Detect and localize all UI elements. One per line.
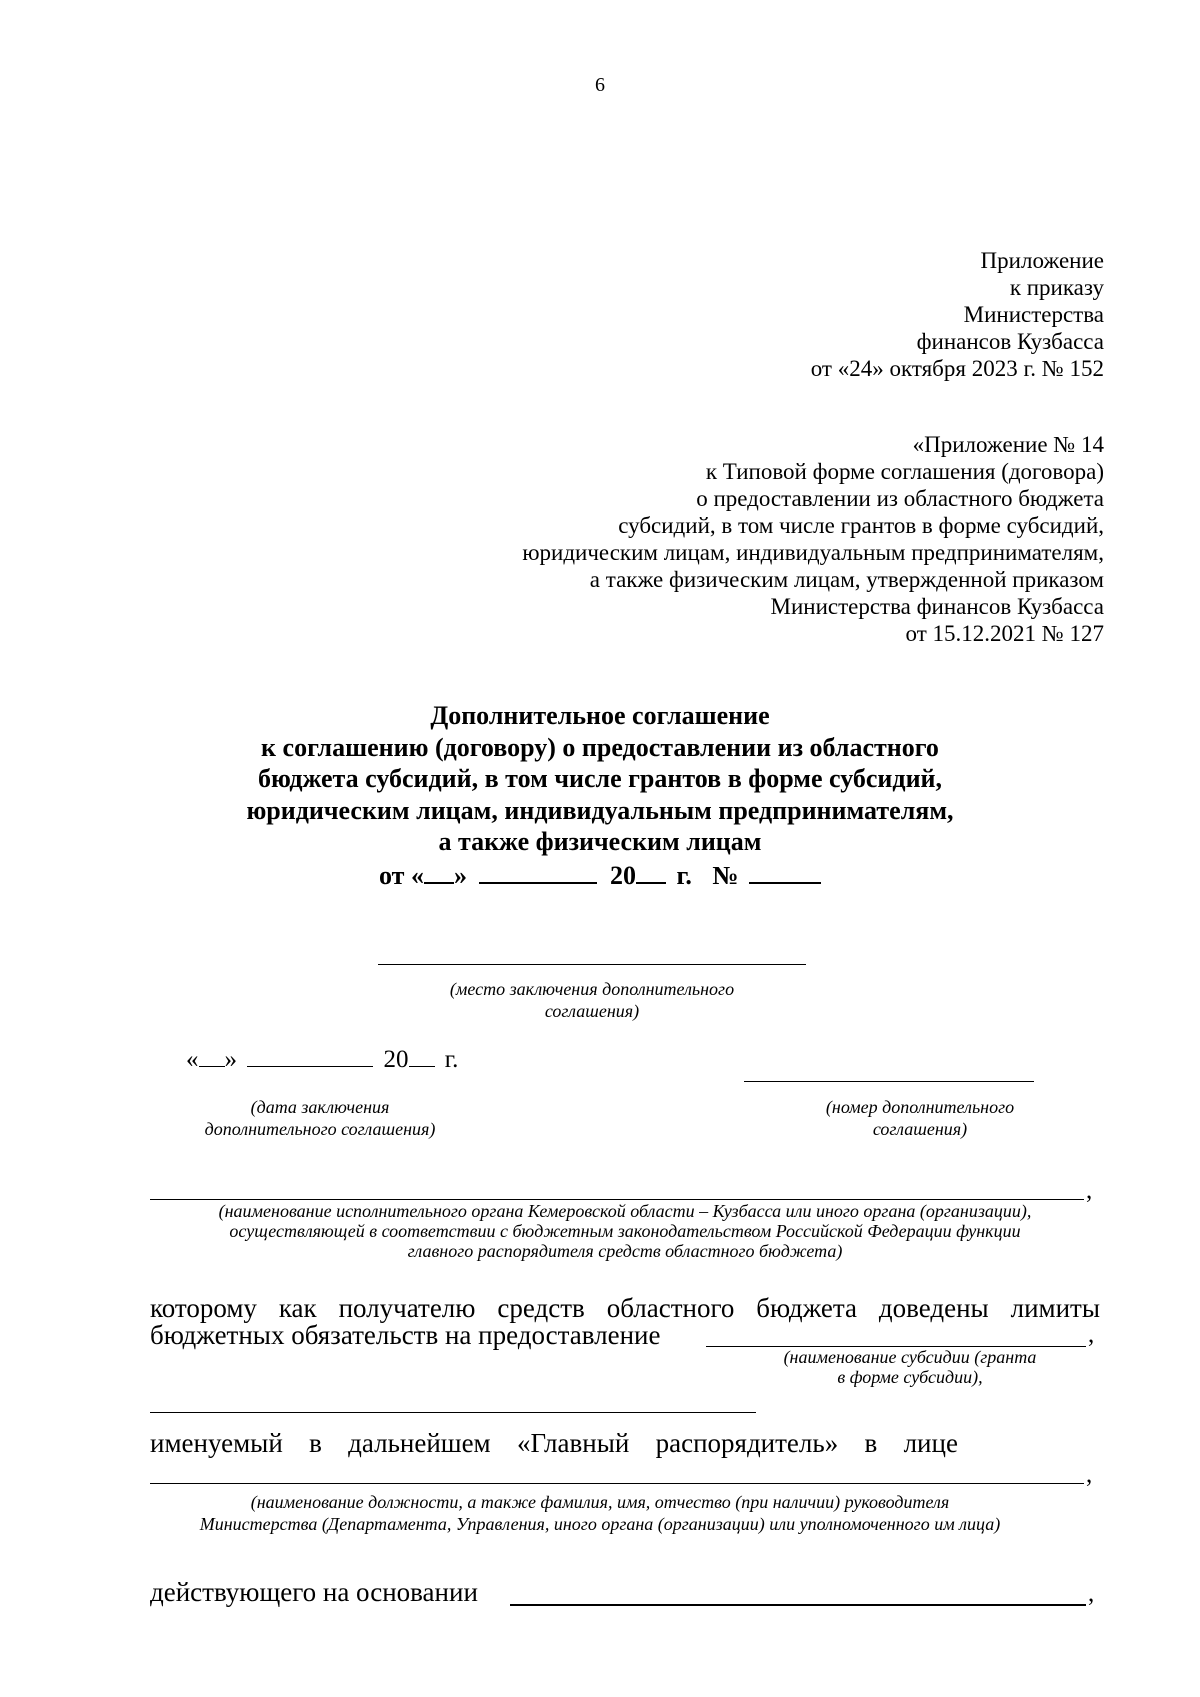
authority-caption-line: главного распорядителя средств областного бюджета) xyxy=(407,1241,843,1261)
place-caption-line: соглашения) xyxy=(544,1001,640,1021)
appendix-line: «Приложение № 14 xyxy=(912,432,1104,457)
named-word: «Главный xyxy=(516,1428,630,1458)
agreement-number-line[interactable] xyxy=(744,1081,1034,1082)
day-blank[interactable] xyxy=(424,858,454,884)
approval-block xyxy=(504,247,1104,382)
appendix-line: а также физическим лицам, утвержденной приказом xyxy=(589,567,1104,592)
place-line[interactable] xyxy=(378,964,806,965)
subsidy-caption-line: (наименование субсидии (гранта xyxy=(783,1347,1037,1367)
basis-line[interactable] xyxy=(510,1604,1086,1606)
subsidy-caption-line: в форме субсидии), xyxy=(837,1367,983,1387)
date-close-quote: » xyxy=(224,1046,237,1073)
page-number: 6 xyxy=(595,74,605,96)
place-caption-line: (место заключения дополнительного xyxy=(449,979,735,999)
appendix-line: юридическим лицам, индивидуальным предпринимателям, xyxy=(522,540,1104,565)
approval-line: Министерства xyxy=(963,302,1104,327)
title-year-suffix: г. xyxy=(676,860,692,890)
limits-line-1: которому как получателю средств областного бюджета доведены лимиты xyxy=(150,1293,1100,1323)
date-year-blank[interactable] xyxy=(409,1044,435,1067)
limits-comma: , xyxy=(1088,1321,1095,1348)
named-word: лице xyxy=(903,1428,958,1458)
authority-caption-line: осуществляющей в соответствии с бюджетным законодательством Российской Федерации функции xyxy=(229,1221,1021,1241)
subsidy-continuation-line[interactable] xyxy=(150,1412,756,1413)
number-caption-line: соглашения) xyxy=(872,1119,968,1139)
named-word: дальнейшем xyxy=(348,1428,491,1458)
head-caption-line: (наименование должности, а также фамилия, имя, отчество (при наличии) руководителя xyxy=(250,1492,950,1512)
title-line: бюджета субсидий, в том числе грантов в форме субсидий, xyxy=(257,764,943,793)
approval-line: к приказу xyxy=(1009,275,1104,300)
named-comma: , xyxy=(1086,1461,1093,1488)
authority-name-line[interactable] xyxy=(150,1199,1084,1200)
year-blank[interactable] xyxy=(636,858,666,884)
number-caption xyxy=(800,1096,1040,1140)
named-line xyxy=(150,1428,958,1459)
approval-line: финансов Кузбасса xyxy=(916,329,1104,354)
number-sign: № xyxy=(712,860,739,890)
authority-caption xyxy=(150,1201,1100,1261)
title-line: Дополнительное соглашение xyxy=(430,701,770,730)
title-date-line xyxy=(120,858,1080,892)
appendix-line: субсидий, в том числе грантов в форме субсидий, xyxy=(618,513,1104,538)
subsidy-caption xyxy=(740,1347,1080,1387)
document-title xyxy=(120,700,1080,891)
appendix-line: от 15.12.2021 № 127 xyxy=(905,621,1104,646)
date-row xyxy=(186,1044,458,1074)
title-line: юридическим лицам, индивидуальным предпринимателям, xyxy=(246,795,954,825)
authority-caption-line: (наименование исполнительного органа Кемеровской области – Кузбасса или иного органа (организации), xyxy=(218,1201,1032,1221)
title-date-quote: » xyxy=(453,860,467,890)
named-word: именуемый xyxy=(150,1428,283,1458)
approval-line: от «24» октября 2023 г. № 152 xyxy=(810,356,1104,381)
head-name-line[interactable] xyxy=(150,1483,1084,1484)
month-blank[interactable] xyxy=(479,858,597,884)
named-word: распорядитель» xyxy=(655,1428,839,1458)
authority-comma: , xyxy=(1086,1177,1093,1204)
date-month-blank[interactable] xyxy=(247,1044,373,1067)
title-line: а также физическим лицам xyxy=(438,827,762,856)
place-caption xyxy=(378,978,806,1022)
date-caption-line: (дата заключения xyxy=(250,1097,390,1117)
date-day-blank[interactable] xyxy=(199,1044,225,1067)
title-date-prefix: от « xyxy=(379,860,424,890)
date-year-suffix: г. xyxy=(444,1046,459,1073)
number-blank[interactable] xyxy=(749,858,821,884)
date-caption xyxy=(170,1096,470,1140)
appendix-line: к Типовой форме соглашения (договора) xyxy=(705,459,1104,484)
named-word: в xyxy=(864,1428,878,1458)
appendix-block xyxy=(504,431,1104,647)
head-caption xyxy=(150,1491,1050,1535)
appendix-line: о предоставлении из областного бюджета xyxy=(696,486,1104,511)
head-caption-line: Министерства (Департамента, Управления, иного органа (организации) или уполномоченного им лица) xyxy=(199,1514,1001,1534)
limits-line-2: бюджетных обязательств на предоставление xyxy=(150,1320,661,1350)
title-line: к соглашению (договору) о предоставлении из областного xyxy=(261,732,939,762)
date-open-quote: « xyxy=(186,1046,199,1073)
approval-line: Приложение xyxy=(980,248,1104,273)
basis-comma: , xyxy=(1088,1580,1095,1607)
date-year-prefix: 20 xyxy=(383,1046,409,1073)
named-word: в xyxy=(309,1428,322,1458)
date-caption-line: дополнительного соглашения) xyxy=(204,1119,436,1139)
basis-label: действующего на основании xyxy=(150,1577,478,1607)
number-caption-line: (номер дополнительного xyxy=(825,1097,1015,1117)
title-year-prefix: 20 xyxy=(609,860,636,890)
appendix-line: Министерства финансов Кузбасса xyxy=(770,594,1104,619)
